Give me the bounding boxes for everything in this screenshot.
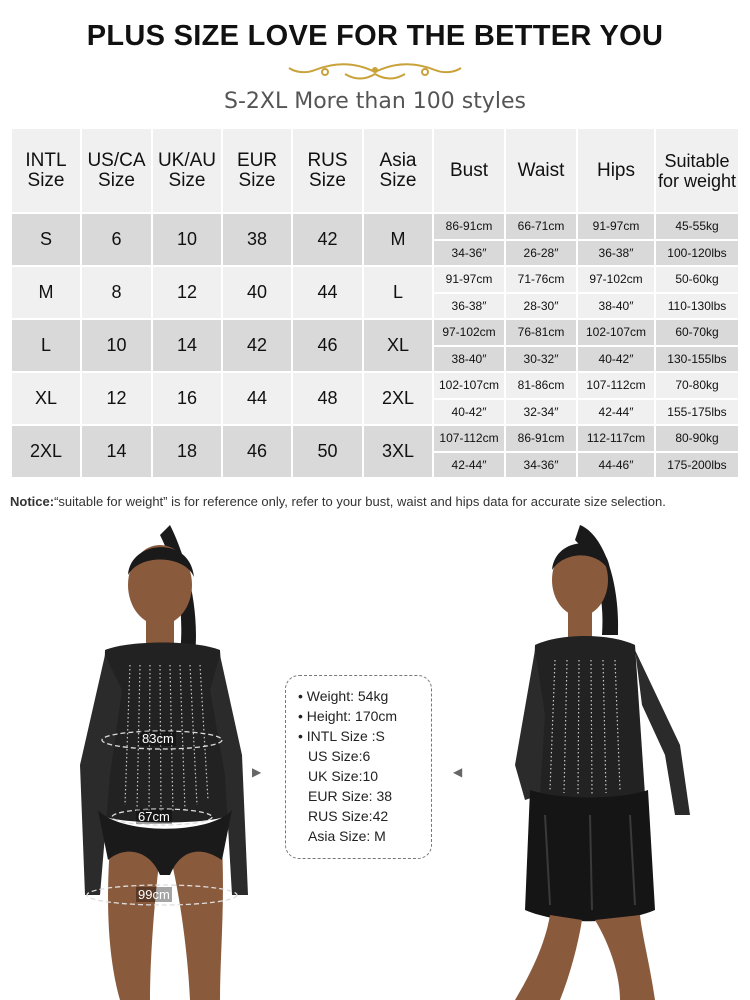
- info-intl-size: • INTL Size :S: [298, 728, 385, 744]
- cell-waist-in: 28-30″: [506, 294, 576, 319]
- model-photo-front: [10, 515, 270, 1000]
- cell-intl-size: XL: [12, 373, 80, 424]
- cell-eur-size: 44: [223, 373, 291, 424]
- info-height: • Height: 170cm: [298, 708, 398, 724]
- cell-bust-cm: 86-91cm: [434, 214, 504, 239]
- cell-weight-kg: 45-55kg: [656, 214, 738, 239]
- info-weight: • Weight: 54kg: [298, 688, 389, 704]
- table-row: [12, 426, 738, 451]
- cell-uk-size: 10: [153, 214, 221, 265]
- cell-hips-in: 44-46″: [578, 453, 654, 478]
- size-chart-table: [10, 127, 740, 479]
- cell-eur-size: 38: [223, 214, 291, 265]
- cell-intl-size: S: [12, 214, 80, 265]
- cell-uk-size: 12: [153, 267, 221, 318]
- header-intl-size: INTL Size: [12, 129, 80, 212]
- cell-bust-cm: 91-97cm: [434, 267, 504, 292]
- cell-rus-size: 44: [293, 267, 362, 318]
- cell-asia-size: XL: [364, 320, 432, 371]
- cell-weight-lbs: 110-130lbs: [656, 294, 738, 319]
- cell-asia-size: M: [364, 214, 432, 265]
- header-us-size: US/CA Size: [82, 129, 151, 212]
- cell-uk-size: 16: [153, 373, 221, 424]
- cell-rus-size: 46: [293, 320, 362, 371]
- page-title: PLUS SIZE LOVE FOR THE BETTER YOU: [86, 20, 664, 52]
- cell-weight-kg: 70-80kg: [656, 373, 738, 398]
- header-weight: Suitable for weight: [656, 129, 738, 212]
- cell-waist-in: 32-34″: [506, 400, 576, 425]
- cell-asia-size: 2XL: [364, 373, 432, 424]
- cell-bust-cm: 102-107cm: [434, 373, 504, 398]
- cell-weight-kg: 50-60kg: [656, 267, 738, 292]
- header-uk-size: UK/AU Size: [153, 129, 221, 212]
- cell-eur-size: 42: [223, 320, 291, 371]
- cell-weight-lbs: 155-175lbs: [656, 400, 738, 425]
- cell-eur-size: 40: [223, 267, 291, 318]
- cell-waist-in: 26-28″: [506, 241, 576, 266]
- cell-intl-size: M: [12, 267, 80, 318]
- cell-hips-cm: 97-102cm: [578, 267, 654, 292]
- cell-weight-lbs: 100-120lbs: [656, 241, 738, 266]
- cell-asia-size: 3XL: [364, 426, 432, 477]
- arrow-right-icon: ▶: [252, 765, 262, 779]
- cell-bust-cm: 97-102cm: [434, 320, 504, 345]
- bust-measurement: 83cm: [142, 731, 174, 746]
- table-row: [12, 267, 738, 292]
- cell-bust-in: 38-40″: [434, 347, 504, 372]
- table-row: [12, 320, 738, 345]
- arrow-left-icon: ◀: [453, 765, 463, 779]
- cell-intl-size: L: [12, 320, 80, 371]
- cell-hips-in: 36-38″: [578, 241, 654, 266]
- cell-eur-size: 46: [223, 426, 291, 477]
- cell-hips-cm: 107-112cm: [578, 373, 654, 398]
- hips-measurement: 99cm: [138, 887, 170, 902]
- waist-measurement: 67cm: [138, 809, 170, 824]
- cell-rus-size: 42: [293, 214, 362, 265]
- header-asia-size: Asia Size: [364, 129, 432, 212]
- cell-hips-in: 38-40″: [578, 294, 654, 319]
- cell-rus-size: 50: [293, 426, 362, 477]
- header-bust: Bust: [434, 129, 504, 212]
- cell-waist-cm: 76-81cm: [506, 320, 576, 345]
- cell-waist-cm: 71-76cm: [506, 267, 576, 292]
- cell-waist-cm: 81-86cm: [506, 373, 576, 398]
- cell-hips-cm: 112-117cm: [578, 426, 654, 451]
- cell-waist-in: 34-36″: [506, 453, 576, 478]
- table-header-row: [12, 129, 738, 212]
- cell-hips-in: 42-44″: [578, 400, 654, 425]
- cell-bust-in: 34-36″: [434, 241, 504, 266]
- cell-us-size: 8: [82, 267, 151, 318]
- info-uk-size: UK Size:10: [308, 768, 379, 784]
- cell-asia-size: L: [364, 267, 432, 318]
- model-info-box: [285, 675, 432, 859]
- cell-waist-cm: 86-91cm: [506, 426, 576, 451]
- cell-intl-size: 2XL: [12, 426, 80, 477]
- cell-weight-kg: 60-70kg: [656, 320, 738, 345]
- cell-hips-cm: 102-107cm: [578, 320, 654, 345]
- page-subtitle: S-2XL More than 100 styles: [224, 89, 526, 114]
- cell-uk-size: 14: [153, 320, 221, 371]
- info-eur-size: EUR Size: 38: [308, 788, 393, 804]
- cell-hips-cm: 91-97cm: [578, 214, 654, 239]
- cell-bust-in: 40-42″: [434, 400, 504, 425]
- table-row: [12, 214, 738, 239]
- cell-us-size: 12: [82, 373, 151, 424]
- cell-hips-in: 40-42″: [578, 347, 654, 372]
- cell-rus-size: 48: [293, 373, 362, 424]
- notice-text: Notice:“suitable for weight” is for reference only, refer to your bust, waist and hips data for accurate size selection.: [10, 494, 666, 509]
- header-hips: Hips: [578, 129, 654, 212]
- cell-weight-kg: 80-90kg: [656, 426, 738, 451]
- cell-us-size: 14: [82, 426, 151, 477]
- info-rus-size: RUS Size:42: [308, 808, 389, 824]
- cell-waist-in: 30-32″: [506, 347, 576, 372]
- cell-bust-in: 36-38″: [434, 294, 504, 319]
- header-rus-size: RUS Size: [293, 129, 362, 212]
- cell-bust-in: 42-44″: [434, 453, 504, 478]
- header-waist: Waist: [506, 129, 576, 212]
- info-us-size: US Size:6: [308, 748, 371, 764]
- cell-bust-cm: 107-112cm: [434, 426, 504, 451]
- cell-waist-cm: 66-71cm: [506, 214, 576, 239]
- info-asia-size: Asia Size: M: [308, 828, 386, 844]
- cell-us-size: 6: [82, 214, 151, 265]
- table-row: [12, 373, 738, 398]
- cell-weight-lbs: 175-200lbs: [656, 453, 738, 478]
- gold-ornament-icon: [285, 58, 465, 84]
- header-eur-size: EUR Size: [223, 129, 291, 212]
- model-photo-side: [470, 515, 740, 1000]
- cell-weight-lbs: 130-155lbs: [656, 347, 738, 372]
- cell-uk-size: 18: [153, 426, 221, 477]
- cell-us-size: 10: [82, 320, 151, 371]
